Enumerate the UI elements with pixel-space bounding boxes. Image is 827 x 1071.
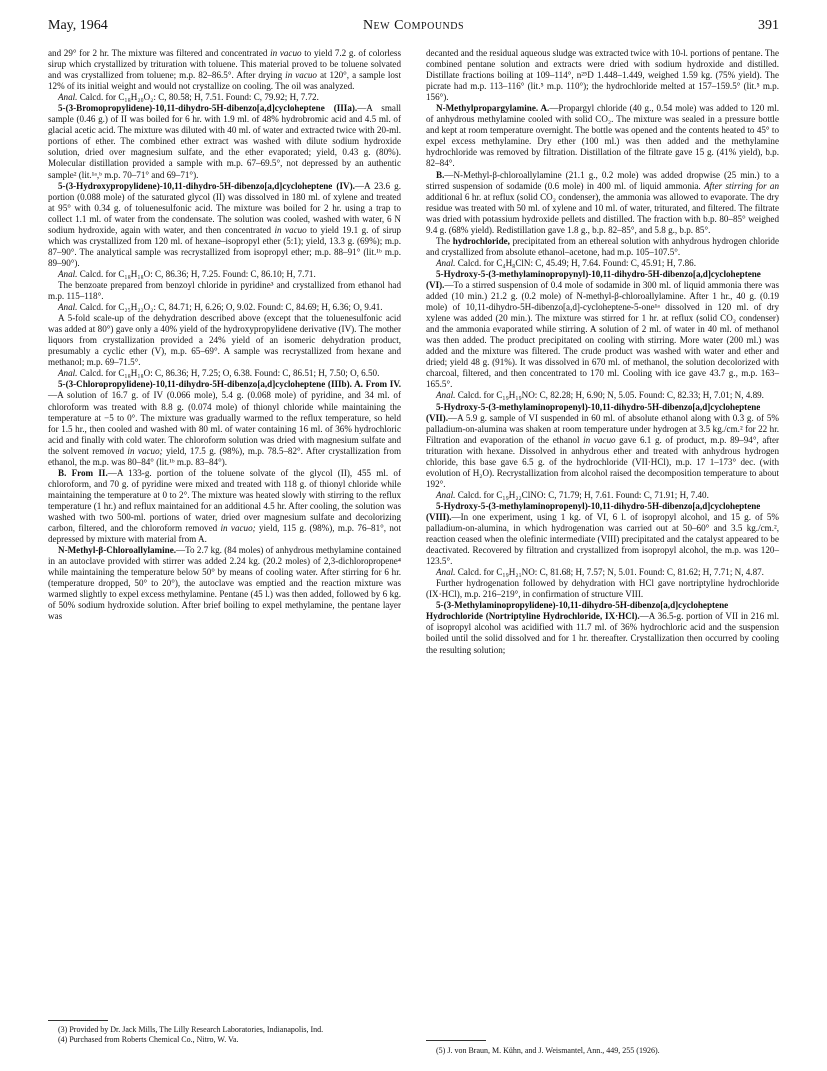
paragraph xyxy=(426,390,779,401)
paragraph xyxy=(48,368,401,379)
paragraph-text: —A 5.9 g. sample of VI suspended in 60 ml. of absolute ethanol along with 0.3 g. of 5% palladium-on-alumina was shaken at room temperature under hydrogen at 3.5 kg./cm.² for 22 hr. Filtration and evaporation of the ethanol xyxy=(426,412,779,445)
footnote: (4) Purchased from Roberts Chemical Co., Nitro, W. Va. xyxy=(58,1035,239,1044)
paragraph-text: Calcd. for C₁₉H₂₂ClNO: C, 71.79; H, 7.61. Found: C, 71.91; H, 7.40. xyxy=(455,489,709,500)
paragraph-text: Anal. xyxy=(436,390,456,401)
paragraph-text: —A small sample (0.46 g.) of II was boiled for 6 hr. with 1.9 ml. of 48% hydrobromic acid and 4.5 ml. of glacial acetic acid. The mixture was diluted with 40 ml. of water and extracted twice with 20-ml. portions of ether. The combined ether extract was washed with dilute sodium hydroxide solution, dried over magnesium sulfate, and the ether evaporated; yield, 0.43 g. (80%). Molecular distillation provided a sample with m.p. 67–69.5°, not depressed by an authentic sample² (lit.¹ᵃ,ᵇ m.p. 70–71° and 69–71°). xyxy=(48,103,401,180)
paragraph-text: The xyxy=(436,235,453,246)
page-number: 391 xyxy=(758,18,779,33)
paragraph-heading: hydrochloride, xyxy=(452,235,510,246)
paragraph xyxy=(48,92,401,103)
paragraph-text: additional 6 hr. at reflux (solid CO₂ condenser), the ammonia was allowed to evaporate. The dry residue was treated with 50 ml. of xylene and 10 ml. of water, triturated, and filtered. The filtrate was dried with potassium hydroxide pellets and distilled. The fraction with b.p. 80–85° weighed 9.4 g. (68% yield). Redistillation gave 1.8 g., b.p. 82–85°, and 5.8 g., b.p. 85°. xyxy=(426,191,779,235)
footnote: (3) Provided by Dr. Jack Mills, The Lilly Research Laboratories, Indianapolis, Ind. xyxy=(58,1025,324,1034)
paragraph-text: in vacuo xyxy=(583,434,616,445)
paragraph-heading: 5-(3-Hydroxypropylidene)-10,11-dihydro-5H-dibenzo[a,d]cycloheptene (IV). xyxy=(58,180,355,191)
paragraph xyxy=(426,269,779,391)
paragraph-text: in vacuo; xyxy=(127,445,163,456)
paragraph xyxy=(48,313,401,368)
paragraph-text: —A 23.6 g. portion (0.088 mole) of the saturated glycol (II) was dissolved in 180 ml. of xylene and treated at 95° with 0.34 g. of toluenesulfonic acid. The mixture was boiled for 2 hr. using a trap to collect 1.1 ml. of water from the condensate. The solution was cooled, washed with water, 6 N sodium hydroxide, again with water, and then concentrated xyxy=(48,180,401,235)
paragraph-text: Calcd. for C₁₈H₁₈O: C, 86.36; H, 7.25; O, 6.38. Found: C, 86.51; H, 7.50; O, 6.50. xyxy=(77,368,380,379)
paragraph xyxy=(426,567,779,578)
paragraph-text: —A solution of 16.7 g. of IV (0.066 mole), 5.4 g. (0.068 mole) of pyridine, and 34 ml. of chloroform was treated with 8.8 g. (0.074 mole) of thionyl chloride while maintaining the temperature at −5 to 0°. The mixture was gradually warmed to the reflux temperature, so held for 1.5 hr., then cooled and washed with 80 ml. of water containing 16 ml. of 36% hydrochloric acid and finally with cold water. The chloroform solution was dried with magnesium sulfate and the solvent removed xyxy=(48,390,401,456)
paragraph xyxy=(48,280,401,302)
paragraph-text: Anal. xyxy=(436,489,456,500)
paragraph-text: in vacuo xyxy=(285,70,317,81)
paragraph-text: yield, 17.5 g. (98%), m.p. 78.5–82°. After crystallization from ethanol, the m.p. was 80–84° (lit.¹ᵇ m.p. 83–84°). xyxy=(48,445,402,467)
paragraph-text: Anal. xyxy=(58,368,78,379)
right-column xyxy=(426,48,779,656)
paragraph-text: A 5-fold scale-up of the dehydration described above (except that the toluenesulfonic acid was added at 80°) gave only a 40% yield of the hydroxypropylidene derivative (IV). The mother liquors from crystallization provided a 24% yield of an isomeric dehydration product, presumably a cyclic ether (V), m.p. 65–69°. A sample was recrystallized from hexane and methanol; m.p. 69–71.5°. xyxy=(48,313,401,368)
paragraph-text: yield, 115 g. (98%), m.p. 76–81°, not depressed by mixture with material from A. xyxy=(48,523,401,545)
paragraph-text: —In one experiment, using 1 kg. of VI, 6 l. of isopropyl alcohol, and 15 g. of 5% palladium-on-alumina, in which hydrogenation was carried out at 50–60° and 3.5 kg./cm.², reaction ceased when the olefinic intermediate (VIII) precipitated and the catalyst appeared to be deactivated. Recovered by filtration and crystallized from isopropyl alcohol, the m.p. was 120–123.5°. xyxy=(426,511,779,567)
paragraph xyxy=(48,379,401,467)
footnotes-left xyxy=(48,1025,401,1045)
paragraph-text: in vacuo; xyxy=(220,523,256,534)
paragraph xyxy=(426,501,779,567)
paragraph-heading: B. xyxy=(436,169,445,180)
paragraph xyxy=(48,181,401,269)
paragraph-text: —Propargyl chloride (40 g., 0.54 mole) was added to 120 ml. of anhydrous methylamine cooled with solid CO₂. The mixture was sealed in a pressure bottle and kept at room temperature overnight. The bottle was opened and the contents heated to 45° to expel excess methylamine. Dry ether (100 ml.) was then added and the methylamine hydrochloride was removed by filtration. Distillation of the filtrate gave 15 g. (41% yield), b.p. 82–84°. xyxy=(426,103,780,169)
paragraph xyxy=(426,490,779,501)
paragraph xyxy=(48,48,401,92)
paragraph-text: Anal. xyxy=(58,268,78,279)
paragraph-text: Anal. xyxy=(58,92,78,103)
left-column xyxy=(48,48,401,622)
paragraph xyxy=(426,402,779,490)
paragraph xyxy=(48,468,401,545)
paragraph-text: Further hydrogenation followed by dehydration with HCl gave nortriptyline hydrochloride (IX·HCl), m.p. 216–219°, in confirmation of structure VIII. xyxy=(426,578,779,600)
paragraph-heading: N-Methylpropargylamine. A. xyxy=(436,103,550,114)
paragraph-text: Calcd. for C₁₉H₂₁NO: C, 81.68; H, 7.57; N, 5.01. Found: C, 81.62; H, 7.71; N, 4.87. xyxy=(455,567,764,578)
paragraph xyxy=(48,269,401,280)
footnote-rule-right xyxy=(426,1040,486,1041)
paragraph-text: After stirring for an xyxy=(703,180,779,191)
paragraph-heading: 5-(3-Chloropropylidene)-10,11-dihydro-5H-dibenzo[a,d]cycloheptene (IIIb). A. From IV. xyxy=(58,379,401,390)
paragraph xyxy=(426,170,779,236)
paragraph-text: Calcd. for C₂₅H₂₂O₂: C, 84.71; H, 6.26; O, 9.02. Found: C, 84.69; H, 6.36; O, 9.41. xyxy=(77,302,383,313)
paragraph xyxy=(48,103,401,180)
paragraph-text: Anal. xyxy=(58,302,78,313)
footnote: (5) J. von Braun, M. Kühn, and J. Weismantel, Ann., 449, 255 (1926). xyxy=(436,1046,660,1055)
paragraph-text: gave 6.1 g. of product, m.p. 89–94°, after trituration with hexane. Dissolved in anhydrous ether and treated with anhydrous hydrogen chloride, this base gave 6.5 g. of the hydrochloride (VII·HCl), m.p. 17 1–173° dec. (with evolution of H₂O). Recrystallization from alcohol raised the decomposition temperature to about 192°. xyxy=(426,434,780,489)
paragraph-text: Calcd. for C₁₈H₁₈O: C, 86.36; H, 7.25. Found: C, 86.10; H, 7.71. xyxy=(77,268,316,279)
paragraph-text: Anal. xyxy=(436,257,456,268)
paragraph xyxy=(426,103,779,169)
paragraph-text: Calcd. for C₁₈H₂₀O₂: C, 80.58; H, 7.51. Found: C, 79.92; H, 7.72. xyxy=(77,92,319,103)
paragraph-text: Calcd. for C₄H₈ClN: C, 45.49; H, 7.64. Found: C, 45.91; H, 7.86. xyxy=(455,257,696,268)
paragraph xyxy=(426,258,779,269)
footnote-rule-left xyxy=(48,1020,108,1021)
paragraph-text: —To 2.7 kg. (84 moles) of anhydrous methylamine contained in an autoclave provided with stirrer was added 2.24 kg. (20.2 moles) of 2,3-dichloropropene⁴ while maintaining the temperature below 50° by means of cooling water. After stirring for 6 hr. (temperature dropped, 50° to 20°), the autoclave was emptied and the reaction mixture was warmed slightly to expel excess methylamine. Pentane (45 l.) was then added, followed by 6 kg. of 50% sodium hydroxide solution. After brief boiling to expel methylamine, the pentane layer was xyxy=(48,545,401,622)
paragraph-heading: B. From II. xyxy=(58,467,108,478)
paragraph-text: —A 36.5-g. portion of VII in 216 ml. of isopropyl alcohol was acidified with 11.7 ml. of 36% hydrochloric acid and the suspension boiled until the solid dissolved and for 1 hr. thereafter. Crystallization then occurred by cooling the resulting solution; xyxy=(426,611,780,655)
paragraph-text: —N-Methyl-β-chloroallylamine (21.1 g., 0.2 mole) was added dropwise (25 min.) to a stirred suspension of sodamide (0.6 mole) in 400 ml. of liquid ammonia. xyxy=(426,169,779,191)
paragraph-heading: N-Methyl-β-Chloroallylamine. xyxy=(58,545,177,556)
paragraph-text: Anal. xyxy=(436,567,456,578)
paragraph-heading: 5-Hydroxy-5-(3-methylaminopropynyl)-10,11-dihydro-5H-dibenzo[a,d]cycloheptene (VI). xyxy=(426,268,761,290)
paragraph-text: at 120°, a sample lost 12% of its initial weight and would not crystallize on cooling. The oil was analyzed. xyxy=(48,70,401,92)
issue-date: May, 1964 xyxy=(48,18,108,33)
paragraph-heading: 5-(3-Methylaminopropylidene)-10,11-dihydro-5H-dibenzo[a,d]cycloheptene Hydrochloride (Nortriptyline Hydrochloride, IX·HCl). xyxy=(426,600,729,622)
running-header xyxy=(48,18,779,40)
paragraph-text: Calcd. for C₁₉H₁₉NO: C, 82.28; H, 6.90; N, 5.05. Found: C, 82.33; H, 7.01; N, 4.89. xyxy=(455,390,764,401)
paragraph-text: precipitated from an ethereal solution with anhydrous hydrogen chloride and crystallized from absolute ethanol–acetone, had m.p. 105–107.5°. xyxy=(426,235,779,257)
section-title: New Compounds xyxy=(362,18,465,33)
paragraph-text: to yield 7.2 g. of colorless sirup which crystallized by trituration with toluene. This material proved to be toluene solvated and was crystallized from toluene; m.p. 82–86.5°. After drying xyxy=(48,48,401,81)
footnotes-right xyxy=(426,1046,779,1056)
paragraph xyxy=(426,578,779,600)
paragraph xyxy=(48,545,401,622)
paragraph xyxy=(426,48,779,103)
paragraph-text: —To a stirred suspension of 0.4 mole of sodamide in 300 ml. of liquid ammonia there was added (10 min.) 21.2 g. (0.2 mole) of N-methyl-β-chloroallylamine. After 1 hr., 40 g. (0.19 mole) of 10,11-dihydro-5H-dibenzo[a,d]-cycloheptene-5-one¹ᵃ dissolved in 120 ml. of dry xylene was added (20 min.). The mixture was stirred for 1 hr. at reflux (solid CO₂ condenser) and the ammonia evaporated while stirring. A solution of 2 ml. of water in 40 ml. of methanol was then added. The product precipitated on cooling with stirring. More water (200 ml.) was added and the mixture was filtered. The crude product was washed with water and ether and dried; yield 48 g. (91%). It was dissolved in 670 ml. of methanol, the solution decolorized with charcoal, filtered, and then concentrated to 170 ml. Cooling with ice gave 43.7 g., m.p. 163–165.5°. xyxy=(426,279,779,390)
paragraph xyxy=(426,600,779,655)
paragraph-heading: 5-Hydroxy-5-(3-methylaminopropenyl)-10,11-dihydro-5H-dibenzo[a,d]cycloheptene (VII). xyxy=(426,401,761,423)
paragraph-text: in vacuo xyxy=(274,224,307,235)
paragraph xyxy=(48,302,401,313)
paragraph-text: in vacuo xyxy=(270,48,302,58)
paragraph-text: to yield 19.1 g. of sirup which was crystallized from 120 ml. of hexane–isopropyl ether (5:1); yield, 13.3 g. (69%); m.p. 87–90°. The analytical sample was recrystallized from isopropyl ether; m.p. 88–91° (lit.¹ᵇ m.p. 89–90°). xyxy=(48,224,401,268)
paragraph xyxy=(426,236,779,258)
paragraph-text: The benzoate prepared from benzoyl chloride in pyridine³ and crystallized from ethanol had m.p. 115–118°. xyxy=(48,279,401,302)
paragraph-heading: 5-(3-Bromopropylidene)-10,11-dihydro-5H-dibenzo[a,d]cycloheptene (IIIa). xyxy=(58,103,358,114)
paragraph-text: decanted and the residual aqueous sludge was extracted twice with 10-l. portions of pentane. The combined pentane solution and extracts were dried with sodium hydroxide and distilled. Distillate fractions boiling at 109–114°, n²⁵D 1.448–1.449, weighed 1.59 kg. (75% yield). The picrate had m.p. 113–116° (lit.⁵ m.p. 110°); the hydrochloride melted at 157–159.5° (lit.⁵ m.p. 156°). xyxy=(426,48,779,103)
paragraph-text: and 29° for 2 hr. The mixture was filtered and concentrated xyxy=(48,48,271,58)
paragraph-heading: 5-Hydroxy-5-(3-methylaminopropenyl)-10,11-dihydro-5H-dibenzo[a,d]cycloheptene (VIII). xyxy=(426,500,761,522)
paragraph-text: —A 133-g. portion of the toluene solvate of the glycol (II), 455 ml. of chloroform, and 70 g. of pyridine were mixed and treated with 118 g. of thionyl chloride while maintaining the temperature at 0 to 2°. The mixture was heated slowly with stirring to the reflux temperature (1 hr.) and reflux maintained for an additional 4.5 hr. After cooling, the solution was washed with two 500-ml. portions of water, dried over magnesium sulfate and decolorizing carbon, filtered, and the chloroform removed xyxy=(48,467,401,534)
